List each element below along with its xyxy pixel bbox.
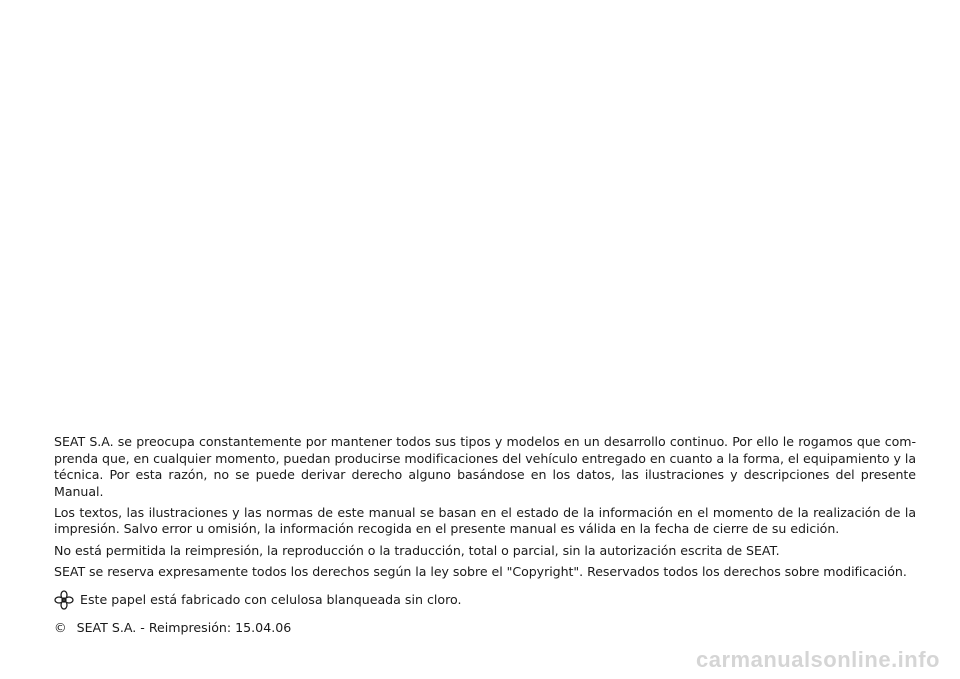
paragraph-reprint: No está permitida la reimpresión, la reproducción o la traducción, total o parcial, sin la autorización escrita de SEAT.	[54, 542, 780, 558]
paragraph-development: SEAT S.A. se preocupa constantemente por mantener todos sus tipos y modelos en un desarrollo continuo. Por ello le rogamos que com-prenda que, en cualquier momento, puedan producirse modificaciones del vehículo entregado en cuanto a la forma, el equipamiento y la técnica. Por esta razón, no se puede derivar derecho alguno basándose en los datos, las ilustraciones y descripciones del presente Manual.	[54, 434, 916, 499]
watermark: carmanualsonline.info	[696, 647, 940, 672]
copyright-text: SEAT S.A. - Reimpresión: 15.04.06	[76, 620, 292, 636]
copyright-line	[54, 620, 916, 637]
paragraph-information: Los textos, las ilustraciones y las normas de este manual se basan en el estado de la información en el momento de la realización de la impresión. Salvo error u omisión, la información recogida en el presente manual es válida en la fecha de cierre de su edición.	[54, 504, 916, 537]
paragraph-copyright: SEAT se reserva expresamente todos los derechos según la ley sobre el "Copyright". Reservados todos los derechos sobre modificación.	[54, 563, 907, 579]
eco-note-text: Este papel está fabricado con celulosa blanqueada sin cloro.	[80, 591, 462, 607]
eco-paper-note	[54, 590, 916, 610]
flower-icon	[54, 590, 74, 610]
copyright-symbol: ©	[54, 620, 67, 636]
legal-notice	[54, 434, 916, 637]
